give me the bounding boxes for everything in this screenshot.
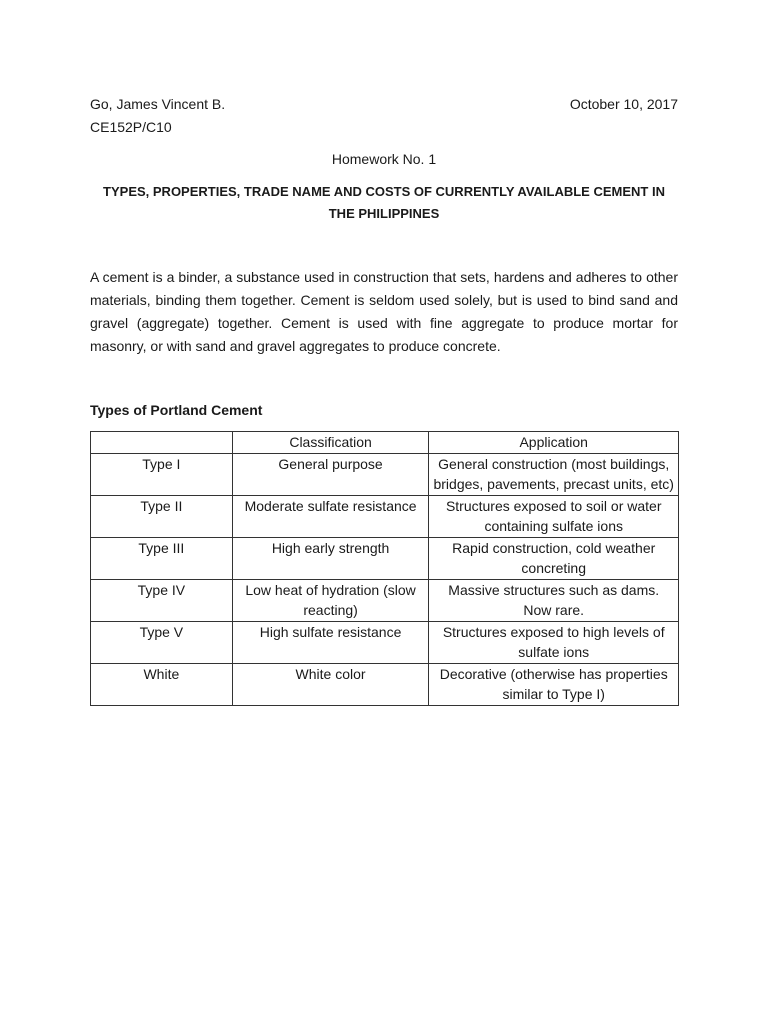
cell-type: Type V bbox=[91, 621, 233, 663]
document-title-line1: TYPES, PROPERTIES, TRADE NAME AND COSTS OF CURRENTLY AVAILABLE CEMENT IN bbox=[103, 184, 665, 199]
table-row bbox=[91, 453, 679, 495]
cell-type: Type II bbox=[91, 495, 233, 537]
cell-classification: Low heat of hydration (slow reacting) bbox=[232, 579, 429, 621]
cement-types-table bbox=[90, 431, 679, 706]
table-header-type bbox=[91, 432, 233, 454]
table-header-row bbox=[91, 432, 679, 454]
cell-application: General construction (most buildings, bridges, pavements, precast units, etc) bbox=[429, 453, 679, 495]
cell-application: Massive structures such as dams. Now rare. bbox=[429, 579, 679, 621]
homework-title: Homework No. 1 bbox=[331, 151, 437, 167]
table-row bbox=[91, 579, 679, 621]
cell-type: Type IV bbox=[91, 579, 233, 621]
table-row bbox=[91, 663, 679, 705]
cell-type: Type I bbox=[91, 453, 233, 495]
document-title bbox=[90, 181, 678, 225]
document-title-line2: THE PHILIPPINES bbox=[328, 206, 440, 221]
table-header-classification: Classification bbox=[232, 432, 429, 454]
section-title: Types of Portland Cement bbox=[90, 402, 263, 418]
table-row bbox=[91, 537, 679, 579]
cell-application: Rapid construction, cold weather concreting bbox=[429, 537, 679, 579]
cell-classification: White color bbox=[232, 663, 429, 705]
cell-type: White bbox=[91, 663, 233, 705]
cell-classification: High early strength bbox=[232, 537, 429, 579]
table-row bbox=[91, 621, 679, 663]
cell-type: Type III bbox=[91, 537, 233, 579]
table-header-application: Application bbox=[429, 432, 679, 454]
cell-classification: General purpose bbox=[232, 453, 429, 495]
cell-classification: Moderate sulfate resistance bbox=[232, 495, 429, 537]
table-row bbox=[91, 495, 679, 537]
author-name: Go, James Vincent B. bbox=[90, 96, 226, 112]
intro-paragraph: A cement is a binder, a substance used in construction that sets, hardens and adheres to other materials, binding them together. Cement is seldom used solely, but is used to bind sand and gravel (aggregate) together. Cement is used with fine aggregate to produce mortar for masonry, or with sand and gravel aggregates to produce concrete. bbox=[90, 269, 678, 354]
cell-application: Structures exposed to soil or water containing sulfate ions bbox=[429, 495, 679, 537]
course-code: CE152P/C10 bbox=[90, 119, 172, 135]
cell-application: Decorative (otherwise has properties similar to Type I) bbox=[429, 663, 679, 705]
document-date: October 10, 2017 bbox=[569, 96, 678, 112]
cell-classification: High sulfate resistance bbox=[232, 621, 429, 663]
cell-application: Structures exposed to high levels of sulfate ions bbox=[429, 621, 679, 663]
